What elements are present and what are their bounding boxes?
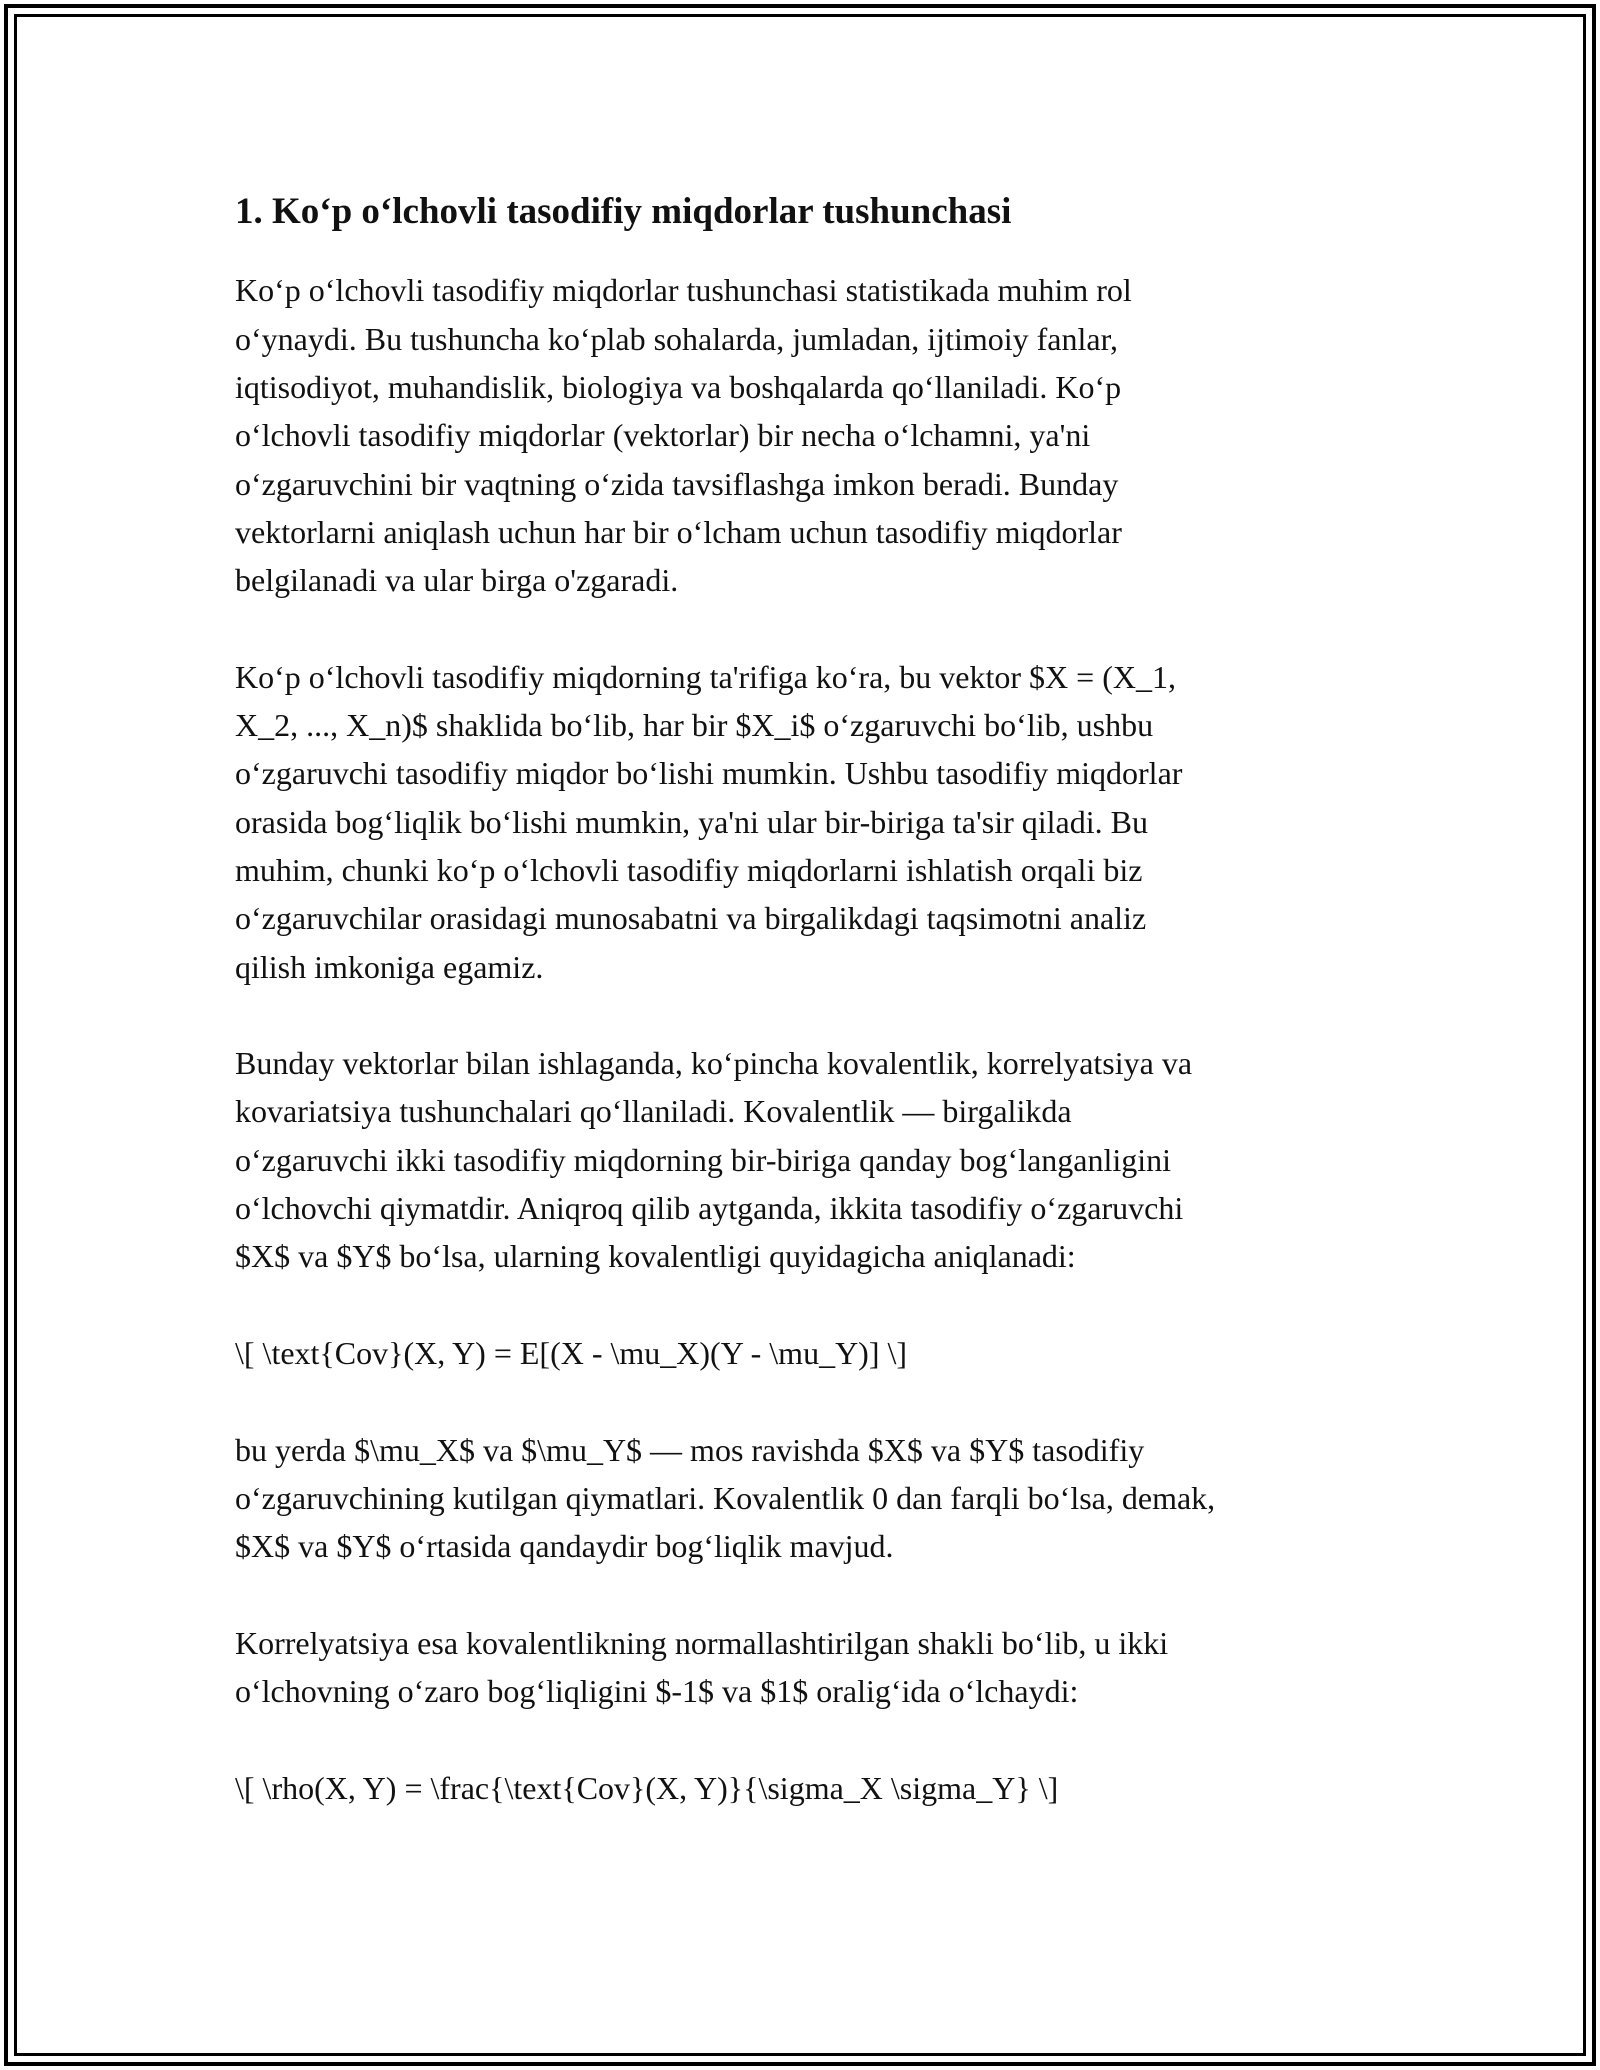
text-line: oʻlchovning oʻzaro bogʻliqligini $-1$ va $1$ oraligʻida oʻlchaydi: xyxy=(235,1673,1079,1709)
formula-covariance xyxy=(235,1329,1365,1377)
paragraph-intro xyxy=(235,266,1365,604)
text-line: oʻlchovli tasodifiy miqdorlar (vektorlar) bir necha oʻlchamni, ya'ni xyxy=(235,417,1091,454)
text-line: Bunday vektorlar bilan ishlaganda, koʻpincha kovalentlik, korrelyatsiya va xyxy=(235,1045,1193,1082)
text-line: oʻlchovchi qiymatdir. Aniqroq qilib aytganda, ikkita tasodifiy oʻzgaruvchi xyxy=(235,1190,1184,1227)
text-line: bu yerda $\mu_X$ va $\mu_Y$ — mos ravishda $X$ va $Y$ tasodifiy xyxy=(235,1431,1145,1468)
text-line: muhim, chunki koʻp oʻlchovli tasodifiy miqdorlarni ishlatish orqali biz xyxy=(235,851,1143,888)
text-line: oʻzgaruvchilar orasidagi munosabatni va birgalikdagi taqsimotni analiz xyxy=(235,900,1147,937)
document-body xyxy=(235,180,1365,1812)
text-line: belgilanadi va ular birga o'zgaradi. xyxy=(235,562,679,599)
paragraph-correlation xyxy=(235,1619,1365,1716)
text-line: oʻzgaruvchining kutilgan qiymatlari. Kovalentlik 0 dan farqli boʻlsa, demak, xyxy=(235,1479,1216,1516)
text-line: Koʻp oʻlchovli tasodifiy miqdorlar tushunchasi statistikada muhim rol xyxy=(235,272,1132,309)
text-line: iqtisodiyot, muhandislik, biologiya va boshqalarda qoʻllaniladi. Koʻp xyxy=(235,368,1122,405)
formula-line: \[ \rho(X, Y) = \frac{\text{Cov}(X, Y)}{\sigma_X \sigma_Y} \] xyxy=(235,1769,1059,1806)
text-line: X_2, ..., X_n)$ shaklida boʻlib, har bir $X_i$ oʻzgaruvchi boʻlib, ushbu xyxy=(235,707,1154,744)
text-line: Koʻp oʻlchovli tasodifiy miqdorning ta'rifiga koʻra, bu vektor $X = (X_1, xyxy=(235,658,1176,695)
section-heading: 1. Koʻp oʻlchovli tasodifiy miqdorlar tushunchasi xyxy=(235,191,1012,232)
text-line: oʻzgaruvchi ikki tasodifiy miqdorning bir-biriga qanday bogʻlanganligini xyxy=(235,1141,1172,1178)
paragraph-covariance xyxy=(235,1039,1365,1280)
formula-correlation xyxy=(235,1764,1365,1812)
text-line: oʻynaydi. Bu tushuncha koʻplab sohalarda, jumladan, ijtimoiy fanlar, xyxy=(235,320,1118,357)
text-line: kovariatsiya tushunchalari qoʻllaniladi. Kovalentlik — birgalikda xyxy=(235,1093,1072,1130)
formula-line: \[ \text{Cov}(X, Y) = E[(X - \mu_X)(Y - \mu_Y)] \] xyxy=(235,1334,908,1371)
text-line: oʻzgaruvchini bir vaqtning oʻzida tavsiflashga imkon beradi. Bunday xyxy=(235,465,1119,502)
text-line: oʻzgaruvchi tasodifiy miqdor boʻlishi mumkin. Ushbu tasodifiy miqdorlar xyxy=(235,755,1183,792)
paragraph-definition xyxy=(235,653,1365,991)
text-line: orasida bogʻliqlik boʻlishi mumkin, ya'ni ular bir-biriga ta'sir qiladi. Bu xyxy=(235,803,1148,840)
text-line: Korrelyatsiya esa kovalentlikning normallashtirilgan shakli boʻlib, u ikki xyxy=(235,1624,1169,1661)
text-line: $X$ va $Y$ boʻlsa, ularning kovalentligi quyidagicha aniqlanadi: xyxy=(235,1238,1076,1275)
text-line: $X$ va $Y$ oʻrtasida qandaydir bogʻliqlik mavjud. xyxy=(235,1528,894,1565)
paragraph-expected-values xyxy=(235,1426,1365,1571)
text-line: qilish imkoniga egamiz. xyxy=(235,948,544,985)
text-line: vektorlarni aniqlash uchun har bir oʻlcham uchun tasodifiy miqdorlar xyxy=(235,513,1122,550)
